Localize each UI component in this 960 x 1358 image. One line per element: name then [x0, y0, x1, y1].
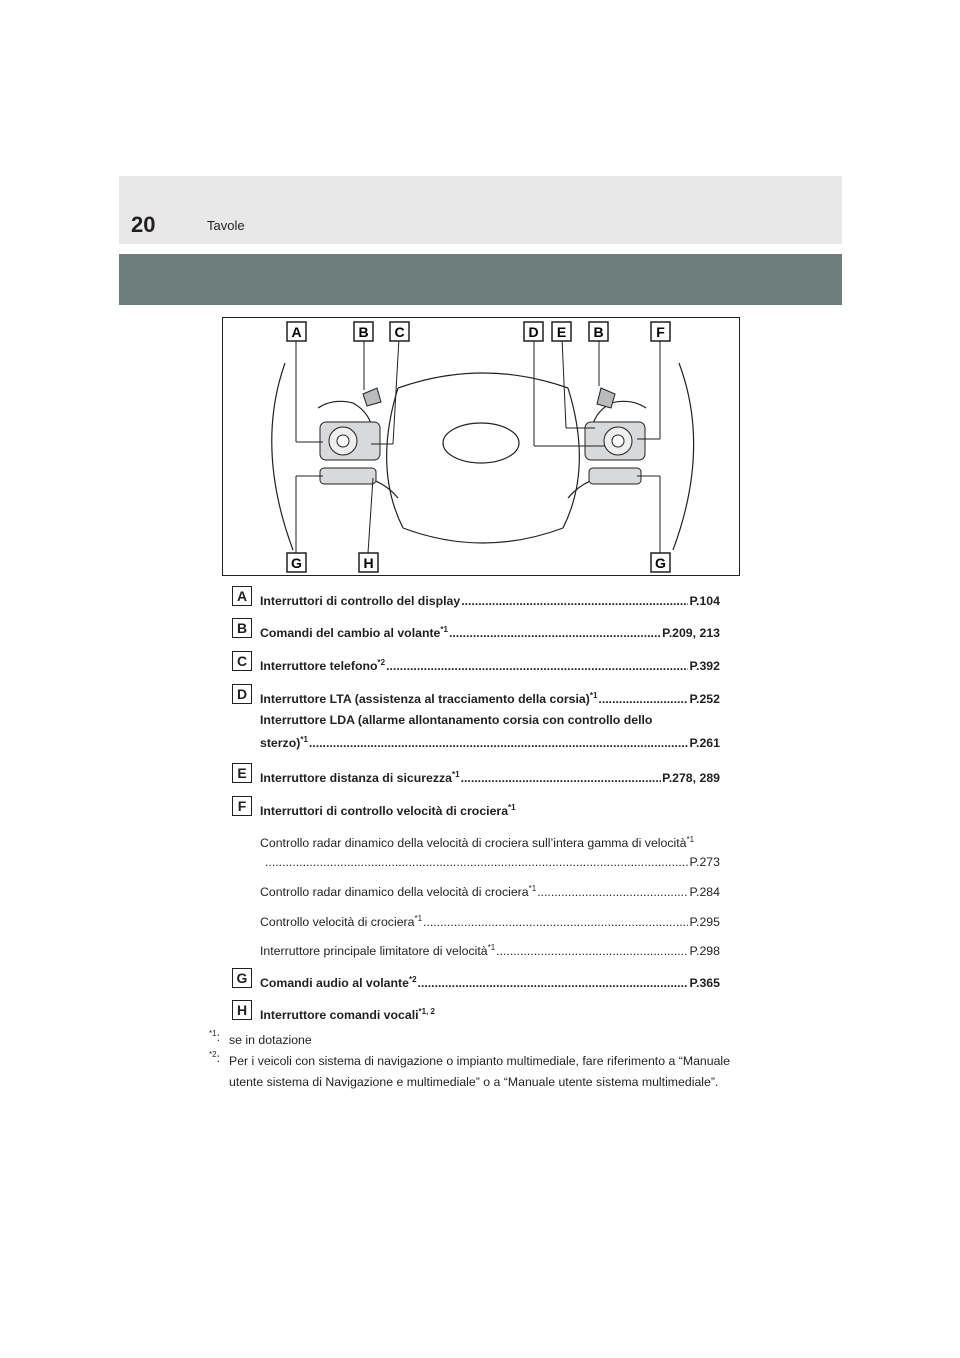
leader-dots: [265, 855, 688, 869]
page-ref: P.209, 213: [662, 626, 720, 640]
sub-text: Interruttore principale limitatore di velocità$^{*1}$: [260, 943, 496, 958]
page-ref: P.278, 289: [662, 771, 720, 785]
figure-label-g: G: [291, 555, 302, 571]
entry-row: [260, 626, 720, 640]
entry-text: Interruttore LTA (assistenza al tracciamento della corsia)$^{*1}$: [260, 691, 598, 706]
page-ref: P.252: [689, 692, 720, 706]
leader-dots: [496, 944, 688, 958]
figure-label-b2: B: [593, 324, 604, 340]
figure-label-f: F: [656, 324, 665, 340]
entry-text: Interruttore comandi vocali$^{*1, 2}$: [260, 1007, 435, 1022]
entry-row: [260, 594, 720, 608]
entry-row-3: [260, 736, 720, 750]
header-band: [119, 176, 842, 244]
letter-box: D: [232, 684, 252, 704]
footnote-mark: *1: [209, 1029, 217, 1038]
sub-row: [260, 944, 720, 958]
entry-text: Interruttori di controllo velocità di crociera$^{*1}$: [260, 803, 516, 818]
entry-row-2: [260, 713, 720, 727]
letter-box: B: [232, 618, 252, 638]
steering-wheel-figure: [222, 317, 740, 576]
page-ref: P.298: [689, 944, 720, 958]
sub-text: Controllo radar dinamico della velocità di crociera$^{*1}$: [260, 884, 537, 899]
letter-box: H: [232, 1000, 252, 1020]
sub-row-cont: [264, 855, 720, 869]
entry-text: Interruttore telefono$^{*2}$: [260, 658, 386, 673]
title-band: [119, 254, 842, 305]
figure-label-h: H: [363, 555, 374, 571]
page-ref: P.273: [689, 855, 720, 869]
letter-box: A: [232, 586, 252, 606]
page-ref: P.392: [689, 659, 720, 673]
page-ref: P.261: [689, 736, 720, 750]
entry-text: Interruttore distanza di sicurezza$^{*1}$: [260, 770, 460, 785]
page-number: 20: [131, 212, 156, 237]
figure-label-a: A: [291, 324, 302, 340]
entry-text: Interruttori di controllo del display: [260, 594, 461, 608]
page-ref: P.295: [689, 915, 720, 929]
leader-dots: [309, 736, 689, 750]
sub-row: [260, 885, 720, 899]
leader-dots: [449, 626, 661, 640]
footnote-text: Per i veicoli con sistema di navigazione o impianto multimediale, fare riferimento a “Manuale utente sistema di Navigazione e multimediale” o a “Manuale utente sistema multimediale”.: [229, 1054, 730, 1089]
footnote-text: se in dotazione: [229, 1033, 312, 1047]
sub-text: Controllo velocità di crociera$^{*1}$: [260, 914, 423, 929]
figure-label-c: C: [394, 324, 405, 340]
leader-dots: [418, 976, 689, 990]
entry-row: [260, 1008, 720, 1022]
entry-row: [260, 771, 720, 785]
leader-dots: [598, 692, 688, 706]
leader-dots: [386, 659, 688, 673]
leader-dots: [537, 885, 688, 899]
letter-box: G: [232, 968, 252, 988]
sub-text: Controllo radar dinamico della velocità di crociera sull’intera gamma di velocità$^{*1}$: [260, 835, 695, 850]
page-ref: P.284: [689, 885, 720, 899]
figure-label-b: B: [358, 324, 369, 340]
entry-row: [260, 692, 720, 706]
entry-row: [260, 804, 720, 818]
section-title: Tavole: [207, 218, 245, 233]
leader-dots: [461, 771, 662, 785]
sub-row: [260, 915, 720, 929]
letter-box: F: [232, 796, 252, 816]
figure-label-e: E: [556, 324, 567, 340]
leader-dots: [423, 915, 688, 929]
steering-wheel-illustration: [223, 318, 741, 577]
page-ref: P.104: [689, 594, 720, 608]
leader-dots: [461, 594, 688, 608]
entry-row: [260, 976, 720, 990]
letter-box: E: [232, 763, 252, 783]
entry-text: Comandi del cambio al volante$^{*1}$: [260, 625, 448, 640]
entry-row: [260, 659, 720, 673]
page-ref: P.365: [689, 976, 720, 990]
entry-text: Comandi audio al volante$^{*2}$: [260, 975, 417, 990]
letter-box: C: [232, 651, 252, 671]
footnote-mark: *2: [209, 1050, 217, 1059]
figure-label-d: D: [528, 324, 539, 340]
entry-text: Interruttore LDA (allarme allontanamento corsia con controllo dello: [260, 713, 653, 727]
entry-text: sterzo)$^{*1}$: [260, 735, 308, 750]
figure-label-g2: G: [655, 555, 666, 571]
sub-row: [260, 836, 720, 850]
